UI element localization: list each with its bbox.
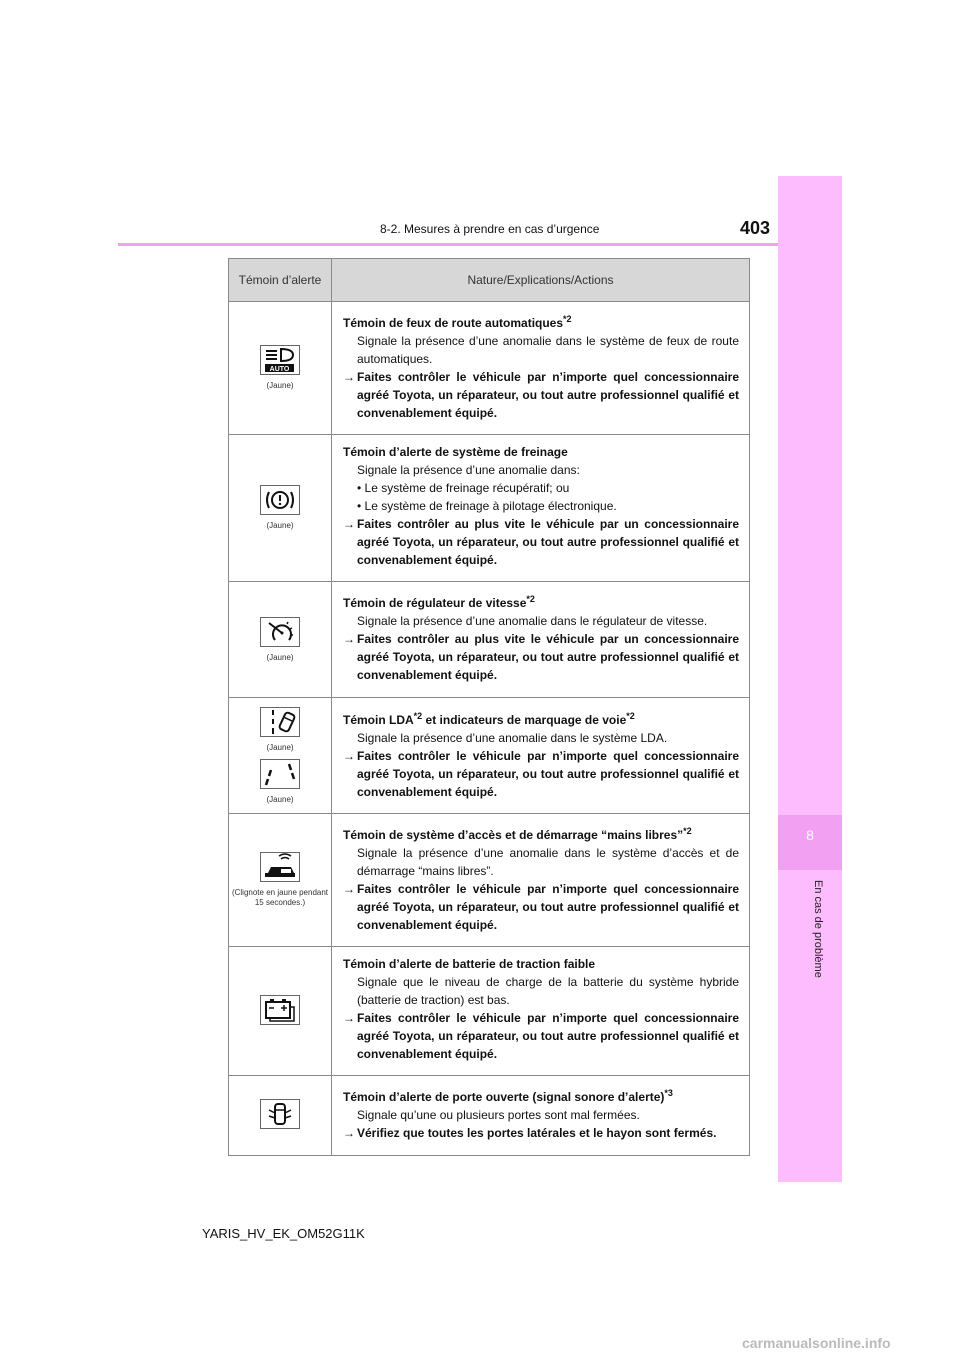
row-action: Faites contrôler au plus vite le véhicule par un concessionnaire agréé Toyota, un réparateur, ou tout autre professionnel qualifié et convenablement équipé. [357,632,739,682]
list-item: • Le système de freinage récupératif; ou [357,481,570,495]
arrow-icon: → [343,882,355,896]
col-warning-light: Témoin d’alerte [229,259,332,302]
smart-entry-icon [260,852,300,882]
row-action: Faites contrôler le véhicule par n’importe quel concessionnaire agréé Toyota, un réparateur, ou tout autre professionnel qualifié et convenablement équipé. [357,370,739,420]
footnote-ref: *2 [526,594,535,604]
row-description: Signale la présence d’une anomalie dans le système de feux de route automatiques. [357,334,739,366]
row-description: Signale la présence d’une anomalie dans le système LDA. [357,730,668,745]
table-row [229,1076,750,1156]
battery-icon [260,995,300,1025]
icon-color-note: (Jaune) [266,521,294,530]
icon-color-note: (Jaune) [266,652,294,662]
lda-icon [260,707,300,737]
row-title: Témoin d’alerte de batterie de traction faible [343,957,596,971]
row-action: Faites contrôler au plus vite le véhicule par un concessionnaire agréé Toyota, un réparateur, ou tout autre professionnel qualifié et convenablement équipé. [357,517,739,567]
row-description: Signale la présence d’une anomalie dans le régulateur de vitesse. [357,614,708,628]
auto-high-beam-icon [260,345,300,375]
row-action: Faites contrôler le véhicule par n’importe quel concessionnaire agréé Toyota, un réparateur, ou tout autre professionnel qualifié et convenablement équipé. [357,748,739,799]
header-rule [118,243,778,246]
cruise-control-icon [260,617,300,647]
row-title: Témoin LDA [343,712,414,727]
row-title: Témoin de système d’accès et de démarrage “mains libres” [343,828,684,842]
row-action: Faites contrôler le véhicule par n’importe quel concessionnaire agréé Toyota, un réparateur, ou tout autre professionnel qualifié et convenablement équipé. [357,882,739,932]
arrow-icon: → [343,1126,355,1140]
table-row [229,302,750,435]
footnote-ref: *2 [413,710,423,721]
row-title-cont: et indicateurs de marquage de voie [422,712,627,727]
col-description: Nature/Explications/Actions [332,259,750,302]
list-item: • Le système de freinage à pilotage électronique. [357,499,617,513]
page-number: 403 [740,218,771,238]
icon-color-note: (Clignote en jaune pendant 15 secondes.) [231,888,329,907]
arrow-icon: → [343,748,355,763]
row-action: Faites contrôler le véhicule par n’importe quel concessionnaire agréé Toyota, un réparateur, ou tout autre professionnel qualifié et convenablement équipé. [357,1011,739,1061]
icon-color-note: (Jaune) [266,742,294,752]
table-row [229,435,750,582]
row-description: Signale qu’une ou plusieurs portes sont mal fermées. [357,1108,640,1122]
arrow-icon: → [343,370,355,384]
table-row [229,947,750,1076]
watermark: carmanualsonline.info [742,1335,891,1351]
svg-text:AUTO: AUTO [269,366,290,373]
icon-color-note: (Jaune) [266,794,294,804]
lane-marking-icon [260,759,300,789]
table-row [229,814,750,947]
footer-model-code: YARIS_HV_EK_OM52G11K [202,1226,365,1241]
brake-system-icon [260,485,300,515]
row-description: Signale que le niveau de charge de la batterie du système hybride (batterie de traction) est bas. [357,975,739,1007]
row-action: Vérifiez que toutes les portes latérales et le hayon sont fermés. [357,1126,717,1140]
row-description: Signale la présence d’une anomalie dans le système d’accès et de démarrage “mains libres”. [357,846,739,878]
footnote-ref: *3 [664,1088,673,1098]
footnote-ref: *2 [683,826,692,836]
warning-lights-table [228,258,750,1156]
table-row [229,582,750,698]
footnote-ref: *2 [563,314,572,324]
row-description: Signale la présence d’une anomalie dans: [357,463,580,477]
arrow-icon: → [343,517,355,531]
chapter-tab [778,176,842,1182]
row-title: Témoin d’alerte de système de freinage [343,445,568,459]
row-title: Témoin de régulateur de vitesse [343,596,527,610]
row-title: Témoin d’alerte de porte ouverte (signal sonore d’alerte) [343,1090,665,1104]
section-title: 8-2. Mesures à prendre en cas d’urgence [380,222,600,236]
chapter-label: En cas de problème [812,880,824,978]
table-header [229,259,750,302]
table-row [229,698,750,814]
door-open-icon [260,1099,300,1129]
icon-color-note: (Jaune) [266,381,294,390]
arrow-icon: → [343,1011,355,1025]
chapter-number: 8 [778,815,842,870]
row-title: Témoin de feux de route automatiques [343,316,564,330]
footnote-ref: *2 [626,710,635,721]
arrow-icon: → [343,632,355,646]
